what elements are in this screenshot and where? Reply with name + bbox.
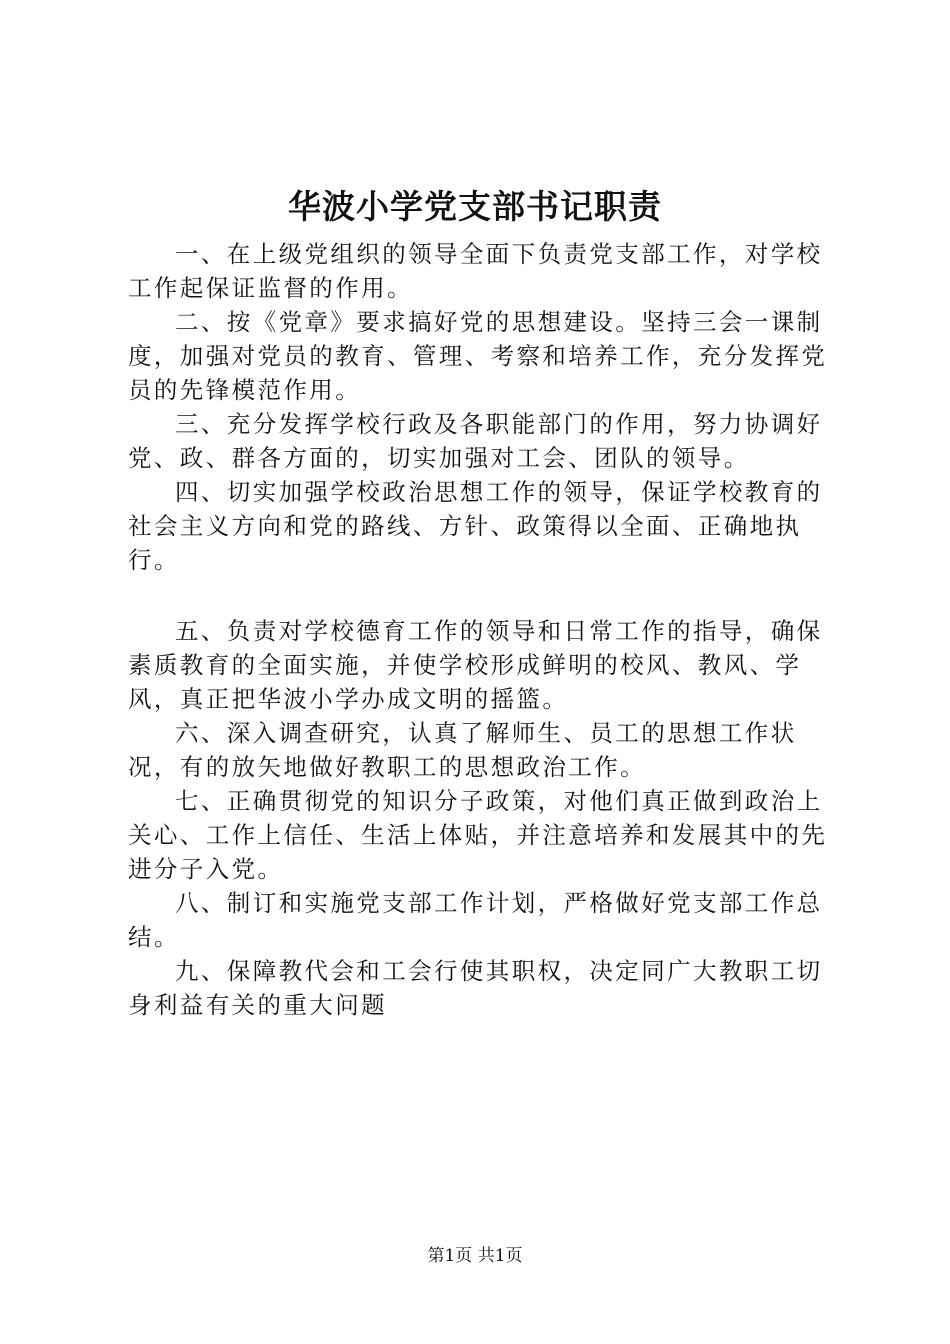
paragraph-2: 二、按《党章》要求搞好党的思想建设。坚持三会一课制度，加强对党员的教育、管理、考察和培养工作，充分发挥党员的先锋模范作用。 — [128, 308, 828, 404]
document-body — [128, 237, 840, 1022]
paragraph-9: 九、保障教代会和工会行使其职权，决定同广大教职工切身利益有关的重大问题 — [128, 957, 823, 1019]
paragraph-8: 八、制订和实施党支部工作计划，严格做好党支部工作总结。 — [128, 889, 823, 951]
paragraph-5: 五、负责对学校德育工作的领导和日常工作的指导，确保素质教育的全面实施，并使学校形成鲜明的校风、教风、学风，真正把华波小学办成文明的摇篮。 — [128, 617, 823, 713]
page-footer: 第1页 共1页 — [427, 1246, 523, 1266]
paragraph-4: 四、切实加强学校政治思想工作的领导，保证学校教育的社会主义方向和党的路线、方针、政策得以全面、正确地执行。 — [128, 478, 823, 574]
document-title: 华波小学党支部书记职责 — [288, 187, 662, 226]
paragraph-1: 一、在上级党组织的领导全面下负责党支部工作，对学校工作起保证监督的作用。 — [128, 240, 823, 302]
paragraph-6: 六、深入调查研究，认真了解师生、员工的思想工作状况，有的放矢地做好教职工的思想政治工作。 — [128, 719, 797, 781]
paragraph-3: 三、充分发挥学校行政及各职能部门的作用，努力协调好党、政、群各方面的，切实加强对工会、团队的领导。 — [128, 410, 823, 472]
paragraph-7: 七、正确贯彻党的知识分子政策，对他们真正做到政治上关心、工作上信任、生活上体贴，并注意培养和发展其中的先进分子入党。 — [128, 787, 828, 883]
